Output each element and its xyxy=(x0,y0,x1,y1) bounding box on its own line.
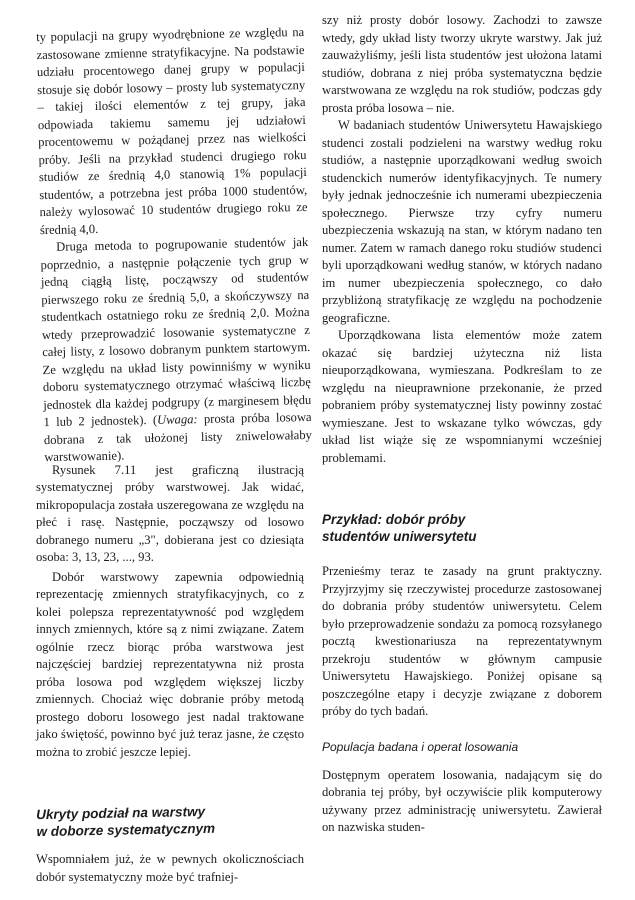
note-label: Uwaga: xyxy=(156,412,198,427)
left-paragraph-1: ty populacji na grupy wyodrębnione ze względu na zastosowane zmienne stratyfikacyjne. Na podstawie udziału procentowego danej grupy w populacji stosuje się dobór losowy – prosty lub systematyczny – takiej ilości elementów z tej grupy, jaka odpowiada takiemu samemu jej udziałowi procentowemu w pożądanej przez nas wielkości próby. Jeśli na przykład studenci drugiego roku studiów ze średnią 4,0 stanowią 1% populacji studentów, a potrzebna jest próba 1000 studentów, należy wylosować 10 studentów drugiego roku ze średnią 4,0. xyxy=(36,24,308,237)
left-paragraph-2: Druga metoda to pogrupowanie studentów jak poprzednio, a następnie połączenie tych grup w jedną ciągłą listę, począwszy od studentów pierwszego roku ze średnią 5,0, a skończywszy na studentkach ostatniego roku ze średnią 2,0. Można wtedy przeprowadzić losowanie systematyczne z całej listy, z losowo dobranym punktem startowym. Ze względu na układ listy powinniśmy w wyniku doboru systematycznego otrzymać właściwą liczbę jednostek dla każdej podgrupy (z marginesem błędu 1 lub 2 jednostek). (Uwaga: prosta próba losowa dobrana z tak ułożonej listy zniwelowałaby warstwowanie). xyxy=(40,234,313,465)
left-paragraph-5: Wspomniałem już, że w pewnych okolicznościach dobór systematyczny może być trafniej- xyxy=(36,852,304,884)
right-paragraph-4: Przenieśmy teraz te zasady na grunt praktyczny. Przyjrzyjmy się rzeczywistej procedurze zastosowanej do dobrania próby studentów uniwersytetu. Celem było przeprowadzenie sondażu za pomocą rozsyłanego pocztą kwestionariusza na reprezentatywnym przekroju studentów w głównym campusie Uniwersytetu Hawajskiego. Poniżej opisane są poszczególne etapy i decyzje związane z doborem próby do tych badań. xyxy=(322,564,602,718)
subheading-population: Populacja badana i operat losowania xyxy=(322,739,519,754)
left-paragraph-3: Rysunek 7.11 jest graficzną ilustracją systematycznej próby warstwowej. Jak widać, mikropopulacja została uszeregowana ze względu na płeć i rasę. Następnie, począwszy od losowo dobranego numeru „3", dobierana jest co dziesiąta osoba: 3, 13, 23, ..., 93. xyxy=(36,462,304,564)
left-paragraph-2-text: Druga metoda to pogrupowanie studentów jak poprzednio, a następnie połączenie tych grup w jedną ciągłą listę, począwszy od studentów pierwszego roku ze średnią 5,0, a skończywszy na studentkach ostatniego roku ze średnią 2,0. Można wtedy przeprowadzić losowanie systematyczne z całej listy, z losowo dobranym punktem startowym. Ze względu na układ listy powinniśmy w wyniku doboru systematycznego otrzymać właściwą liczbę jednostek dla każdej podgrupy (z marginesem błędu 1 lub 2 jednostek). xyxy=(40,234,312,430)
right-column xyxy=(322,12,602,837)
right-section-heading xyxy=(322,511,602,545)
left-section-heading xyxy=(36,801,305,840)
heading-example-line1: Przykład: dobór próby xyxy=(322,512,466,527)
left-paragraph-4: Dobór warstwowy zapewnia odpowiednią reprezentację zmiennych stratyfikacyjnych, co z kolei polepsza reprezentatywność pod względem innych zmiennych, które są z nimi związane. Zatem ogólnie rzecz biorąc próba warstwowa jest najczęściej bardziej reprezentatywna niż prosta próba losowa pod względem większej liczby zmiennych. Chociaż więc dobranie próby metodą prostego doboru losowego jest nadal traktowane jako świętość, powinno być już teraz jasne, że często można to zrobić jeszcze lepiej. xyxy=(36,569,304,759)
right-paragraph-5: Dostępnym operatem losowania, nadającym się do dobrania tej próby, był oczywiście plik komputerowy używany przez administrację uniwersytetu. Zawierał on nazwiska studen- xyxy=(322,767,602,834)
right-paragraph-1: szy niż prosty dobór losowy. Zachodzi to zawsze wtedy, gdy układ listy tworzy ukryte warstwy. Jak już zauważyliśmy, jeśli lista studentów jest ułożona latami studiów, dobrana z niej próba systematyczna będzie warstwowana ze względu na rok studiów, podczas gdy prosta próba losowa – nie. xyxy=(322,13,602,115)
left-skewed-block xyxy=(36,24,312,467)
left-column xyxy=(36,12,313,886)
heading-hidden-strata-line1: Ukryty podział na warstwy xyxy=(36,803,206,823)
heading-example-line2: studentów uniwersytetu xyxy=(322,529,477,544)
right-paragraph-3: Uporządkowana lista elementów może zatem okazać się bardziej użyteczna niż lista nieuporządkowana, wymieszana. Podkreślam to ze względu na nieuprawnione przekonanie, że przed pobraniem próby systematycznej listy powinny zostać wymieszane. Jest to wskazane tylko wówczas, gdy układ list wiąże się ze wspomnianymi wcześniej problemami. xyxy=(322,328,602,465)
left-paragraph-2-tail: prosta próba losowa dobrana z tak ułożonej listy zniwelowałaby warstwowanie). xyxy=(43,409,313,465)
right-paragraph-2: W badaniach studentów Uniwersytetu Hawajskiego studenci zostali podzieleni na warstwy według roku studiów, a następnie uporządkowani według swoich studenckich numerów identyfikacyjnych. Te numery były jednak jednocześnie ich numerami ubezpieczenia społecznego. Pierwsze trzy cyfry numeru ubezpieczenia wskazują na stan, w którym nadano ten numer. Zatem w ramach danego roku studiów studenci byli uporządkowani według stanów, w których nadano im numer ubezpieczenia społecznego, co dało przybliżoną stratyfikację ze względu na pochodzenie geograficzne. xyxy=(322,118,602,325)
heading-hidden-strata-line2: w doborze systematycznym xyxy=(36,820,216,840)
